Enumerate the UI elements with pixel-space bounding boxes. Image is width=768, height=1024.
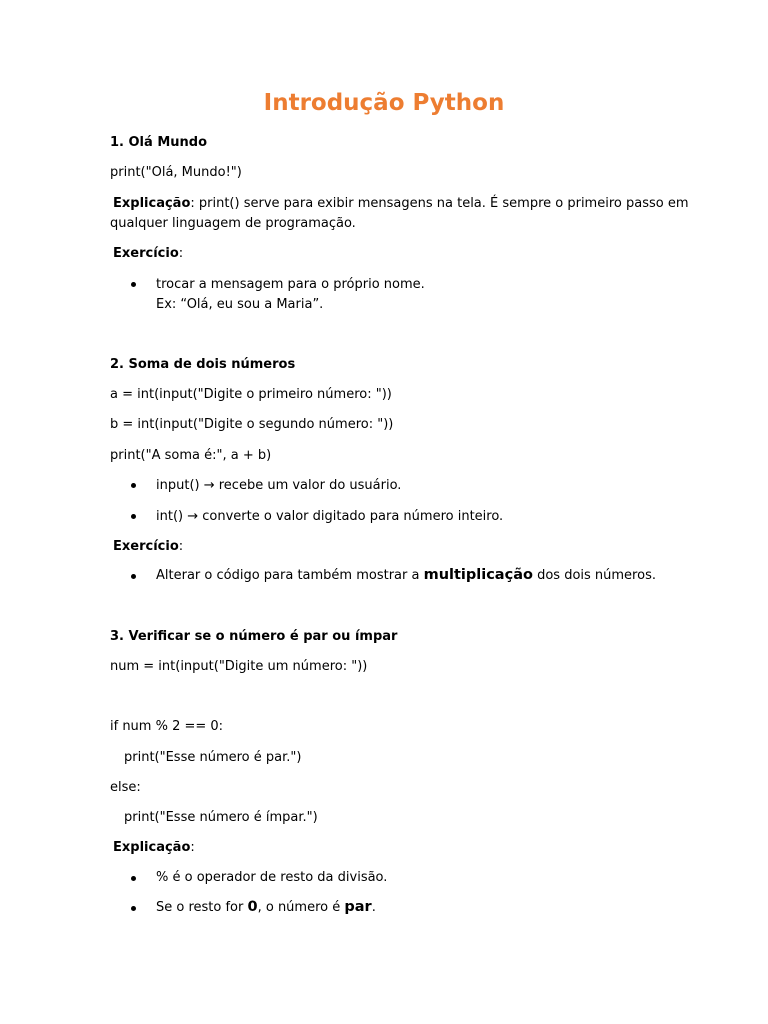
section-3-item-modulo: % é o operador de resto da divisão. — [156, 870, 388, 885]
section-3-code-line3: print("Esse número é par.") — [124, 750, 302, 765]
bullet-dot — [131, 906, 136, 911]
section-2-item-int: int() → converte o valor digitado para número inteiro. — [156, 509, 504, 524]
section-2-code-line2: b = int(input("Digite o segundo número: ")) — [110, 417, 394, 432]
item-text-end: . — [371, 900, 376, 915]
section-2-exercise-item — [156, 567, 656, 584]
item-bold-zero: 0 — [247, 899, 258, 915]
exercise-colon: : — [178, 246, 184, 261]
bullet-dot — [131, 282, 136, 287]
section-1-code: print("Olá, Mundo!") — [110, 165, 242, 180]
exercise-bold-word: multiplicação — [423, 567, 533, 583]
section-3-code-line5: print("Esse número é ímpar.") — [124, 810, 318, 825]
section-1-exercise-label — [113, 245, 183, 262]
section-1-exercise-item-line2: Ex: “Olá, eu sou a Maria”. — [156, 297, 324, 312]
section-3-code-line4: else: — [110, 780, 141, 795]
section-2-code-line3: print("A soma é:", a + b) — [110, 448, 272, 463]
item-bold-par: par — [344, 899, 372, 915]
section-3-item-even — [156, 899, 376, 916]
document-title: Introdução Python — [263, 90, 505, 116]
section-2-heading: 2. Soma de dois números — [110, 357, 296, 372]
exercise-label: Exercício — [113, 246, 179, 261]
section-3-explanation-label — [113, 839, 195, 856]
item-text-mid: , o número é — [257, 900, 345, 915]
exercise-text: Alterar o código para também mostrar a — [156, 568, 424, 583]
section-2-code-line1: a = int(input("Digite o primeiro número: ")) — [110, 387, 392, 402]
section-1-explanation-line2: qualquer linguagem de programação. — [110, 216, 356, 231]
exercise-label: Exercício — [113, 539, 179, 554]
section-3-code-line2: if num % 2 == 0: — [110, 719, 224, 734]
bullet-dot — [131, 514, 136, 519]
explanation-text: : print() serve para exibir mensagens na tela. É sempre o primeiro passo em — [190, 196, 689, 211]
exercise-text-end: dos dois números. — [532, 568, 656, 583]
section-1-explanation-line1 — [113, 195, 688, 212]
bullet-dot — [131, 876, 136, 881]
item-text: Se o resto for — [156, 900, 248, 915]
section-3-heading: 3. Verificar se o número é par ou ímpar — [110, 629, 398, 644]
section-1-heading: 1. Olá Mundo — [110, 135, 207, 150]
explanation-label: Explicação — [113, 840, 191, 855]
explanation-label: Explicação — [113, 196, 191, 211]
section-1-exercise-item-line1: trocar a mensagem para o próprio nome. — [156, 277, 425, 292]
bullet-dot — [131, 483, 136, 488]
section-2-exercise-label — [113, 538, 183, 555]
bullet-dot — [131, 574, 136, 579]
explanation-colon: : — [190, 840, 195, 855]
exercise-colon: : — [178, 539, 184, 554]
section-2-item-input: input() → recebe um valor do usuário. — [156, 478, 402, 493]
section-3-code-line1: num = int(input("Digite um número: ")) — [110, 659, 368, 674]
